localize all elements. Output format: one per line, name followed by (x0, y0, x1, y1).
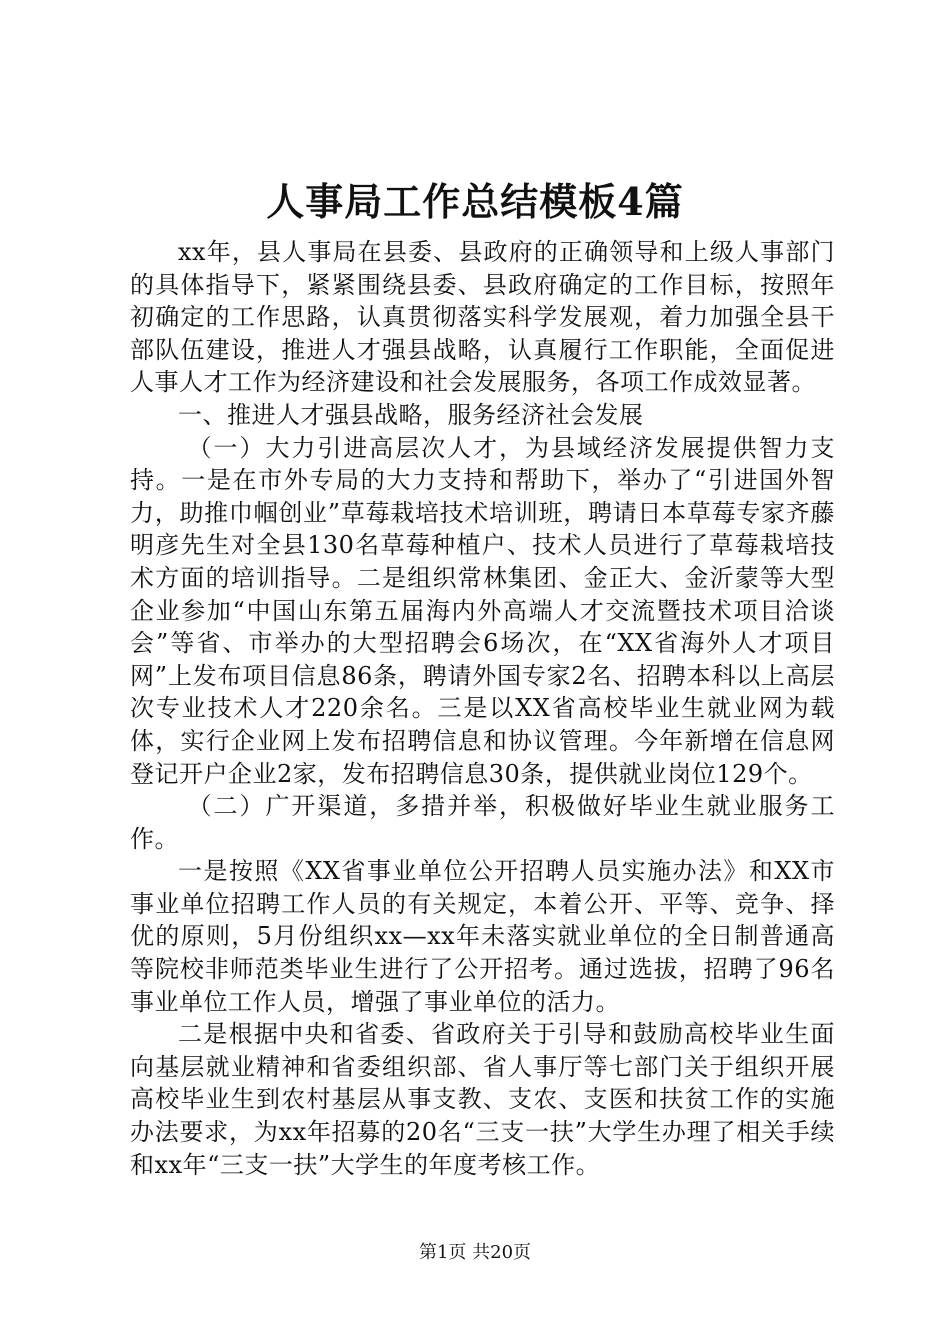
page-footer: 第1页 共20页 (418, 1242, 532, 1263)
document-title: 人事局工作总结模板4篇 (266, 179, 684, 224)
subsection-heading-2: （二）广开渠道，多措并举，积极做好毕业生就业服务工作。 (130, 792, 835, 853)
document-body (130, 236, 835, 1181)
paragraph-talent-introduction: （一）大力引进高层次人才，为县域经济发展提供智力支持。一是在市外专局的大力支持和帮助下，举办了“引进国外智力，助推巾帼创业”草莓栽培技术培训班，聘请日本草莓专家齐藤明彦先生对全县130名草莓种植户、技术人员进行了草莓栽培技术方面的培训指导。二是组织常林集团、金正大、金沂蒙等大型企业参加“中国山东第五届海内外高端人才交流暨技术项目洽谈会”等省、市举办的大型招聘会6场次，在“XX省海外人才项目网”上发布项目信息86条，聘请外国专家2名、招聘本科以上高层次专业技术人才220余名。三是以XX省高校毕业生就业网为载体，实行企业网上发布招聘信息和协议管理。今年新增在信息网登记开户企业2家，发布招聘信息30条，提供就业岗位129个。 (130, 433, 835, 788)
paragraph-three-supports: 二是根据中央和省委、省政府关于引导和鼓励高校毕业生面向基层就业精神和省委组织部、省人事厅等七部门关于组织开展高校毕业生到农村基层从事支教、支农、支医和扶贫工作的实施办法要求，为xx年招募的20名“三支一扶”大学生办理了相关手续和xx年“三支一扶”大学生的年度考核工作。 (130, 1020, 835, 1179)
paragraph-public-recruitment: 一是按照《XX省事业单位公开招聘人员实施办法》和XX市事业单位招聘工作人员的有关规定，本着公开、平等、竞争、择优的原则，5月份组织xx—xx年未落实就业单位的全日制普通高等院校非师范类毕业生进行了公开招考。通过选拔，招聘了96名事业单位工作人员，增强了事业单位的活力。 (130, 857, 835, 1016)
paragraph-intro: xx年，县人事局在县委、县政府的正确领导和上级人事部门的具体指导下，紧紧围绕县委、县政府确定的工作目标，按照年初确定的工作思路，认真贯彻落实科学发展观，着力加强全县干部队伍建设，推进人才强县战略，认真履行工作职能，全面促进人事人才工作为经济建设和社会发展服务，各项工作成效显著。 (130, 238, 835, 397)
section-heading-1: 一、推进人才强县战略，服务经济社会发展 (178, 400, 644, 429)
